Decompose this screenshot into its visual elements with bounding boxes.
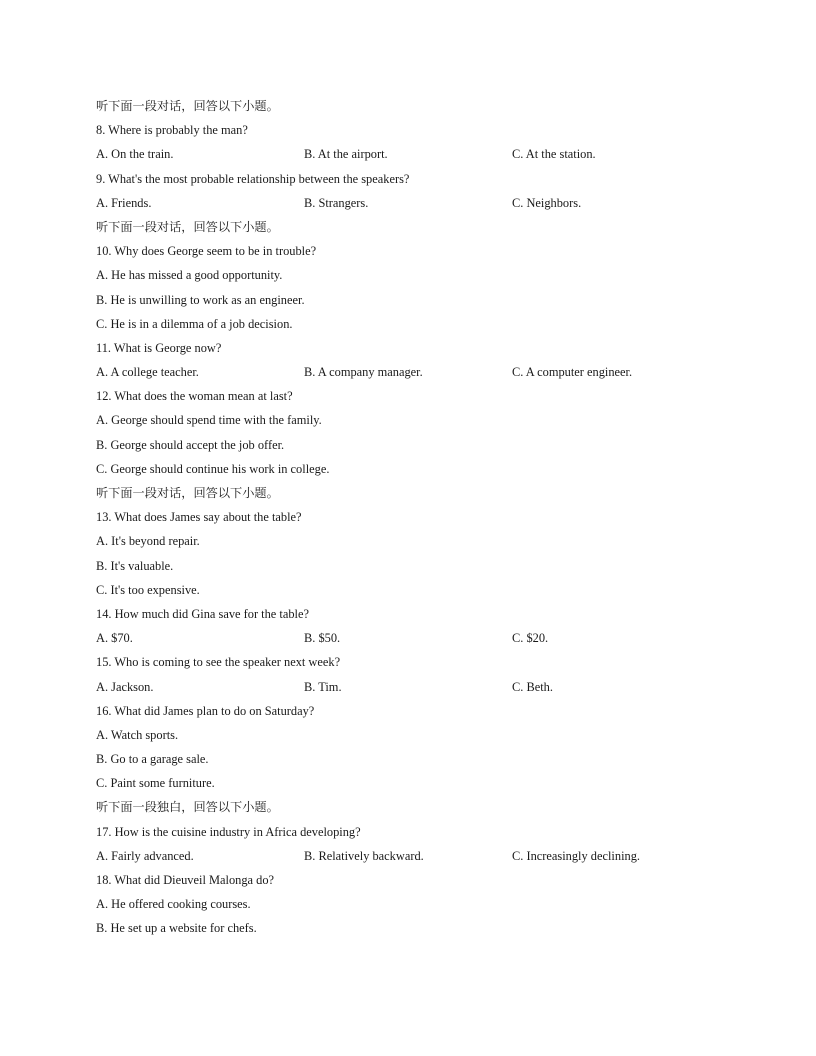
answer-options-row bbox=[96, 626, 736, 650]
answer-option-b: B. $50. bbox=[304, 631, 341, 646]
answer-options-row bbox=[96, 191, 736, 215]
answer-option-c: C. Increasingly declining. bbox=[512, 848, 641, 863]
answer-option-a: A. Friends. bbox=[96, 195, 152, 210]
answer-option-c: C. $20. bbox=[512, 631, 549, 646]
answer-option: A. Watch sports. bbox=[96, 727, 179, 742]
question-text: 11. What is George now? bbox=[96, 340, 222, 355]
answer-option-a: A. A college teacher. bbox=[96, 365, 199, 380]
answer-option-a: A. On the train. bbox=[96, 147, 174, 162]
question-text: 16. What did James plan to do on Saturday? bbox=[96, 703, 315, 718]
answer-options-row bbox=[96, 844, 736, 868]
answer-option: B. He set up a website for chefs. bbox=[96, 921, 257, 936]
answer-option-c: C. At the station. bbox=[512, 147, 596, 162]
answer-option-b: B. At the airport. bbox=[304, 147, 388, 162]
answer-option-c: C. A computer engineer. bbox=[512, 365, 633, 380]
section-heading: 听下面一段独白，回答以下小题。 bbox=[96, 800, 279, 815]
question-text: 10. Why does George seem to be in trouble? bbox=[96, 244, 317, 259]
section-heading: 听下面一段对话，回答以下小题。 bbox=[96, 486, 279, 500]
answer-option-b: B. Tim. bbox=[304, 679, 342, 694]
answer-options-row bbox=[96, 360, 736, 384]
answer-option: B. It's valuable. bbox=[96, 558, 174, 573]
answer-option: A. He offered cooking courses. bbox=[96, 897, 251, 912]
question-text: 13. What does James say about the table? bbox=[96, 510, 302, 525]
question-text: 17. How is the cuisine industry in Africa developing? bbox=[96, 824, 361, 839]
answer-option-a: A. $70. bbox=[96, 631, 133, 646]
question-text: 18. What did Dieuveil Malonga do? bbox=[96, 873, 275, 887]
exam-page bbox=[96, 94, 736, 941]
answer-option: C. Paint some furniture. bbox=[96, 776, 215, 791]
answer-option: A. He has missed a good opportunity. bbox=[96, 268, 283, 283]
question-text: 15. Who is coming to see the speaker next week? bbox=[96, 655, 341, 670]
answer-option-c: C. Neighbors. bbox=[512, 195, 582, 210]
question-text: 12. What does the woman mean at last? bbox=[96, 389, 293, 404]
answer-option-a: A. Fairly advanced. bbox=[96, 848, 194, 863]
section-heading: 听下面一段对话，回答以下小题。 bbox=[96, 219, 279, 234]
answer-option-c: C. Beth. bbox=[512, 679, 553, 694]
answer-option: C. He is in a dilemma of a job decision. bbox=[96, 316, 293, 331]
answer-option: B. He is unwilling to work as an engineer. bbox=[96, 292, 305, 307]
answer-option-b: B. A company manager. bbox=[304, 365, 423, 380]
answer-option: C. George should continue his work in college. bbox=[96, 461, 330, 476]
answer-option: A. It's beyond repair. bbox=[96, 534, 200, 549]
answer-options-row bbox=[96, 142, 736, 166]
answer-option: B. George should accept the job offer. bbox=[96, 437, 285, 452]
question-text: 9. What's the most probable relationship between the speakers? bbox=[96, 171, 410, 186]
answer-option: A. George should spend time with the family. bbox=[96, 413, 322, 428]
answer-option-b: B. Relatively backward. bbox=[304, 848, 424, 863]
answer-options-row bbox=[96, 675, 736, 699]
question-text: 14. How much did Gina save for the table? bbox=[96, 606, 309, 621]
answer-option-a: A. Jackson. bbox=[96, 679, 154, 694]
answer-option-b: B. Strangers. bbox=[304, 195, 369, 210]
answer-option: C. It's too expensive. bbox=[96, 582, 200, 597]
question-text: 8. Where is probably the man? bbox=[96, 123, 248, 138]
section-heading: 听下面一段对话，回答以下小题。 bbox=[96, 99, 279, 113]
answer-option: B. Go to a garage sale. bbox=[96, 752, 209, 767]
